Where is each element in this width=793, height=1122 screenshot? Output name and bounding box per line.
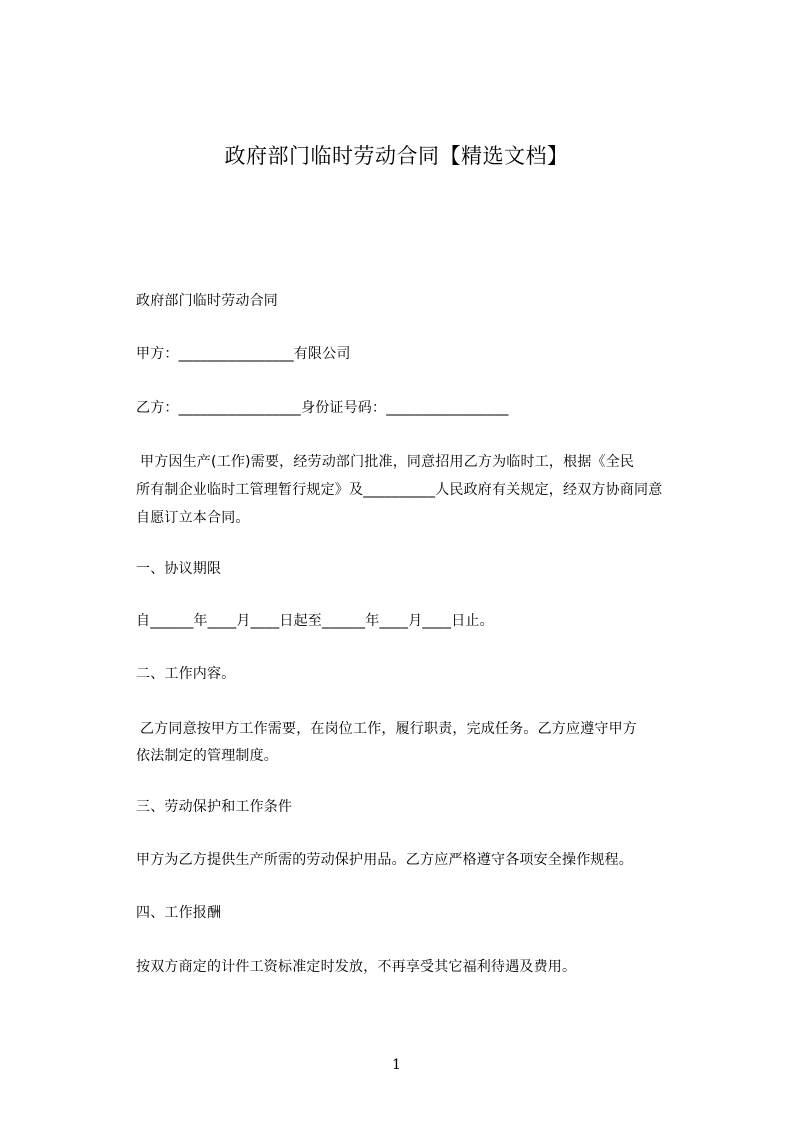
section-2-body-line-2: 依法制定的管理制度。	[136, 748, 278, 764]
section-4-body: 按双方商定的计件工资标准定时发放，不再享受其它福利待遇及费用。	[136, 959, 577, 975]
section-3-body: 甲方为乙方提供生产所需的劳动保护用品。乙方应严格遵守各项安全操作规程。	[136, 852, 633, 868]
section-2-title: 二、工作内容。	[136, 666, 236, 682]
intro-line-1: 甲方因生产(工作)需要，经劳动部门批准，同意招用乙方为临时工，根据《全民	[140, 454, 635, 470]
document-title: 政府部门临时劳动合同【精选文档】	[224, 144, 569, 168]
page-number: 1	[392, 1057, 401, 1073]
contract-heading: 政府部门临时劳动合同	[136, 293, 278, 309]
section-1-body: 自______年____月____日起至______年____月____日止。	[136, 613, 494, 629]
section-4-title: 四、工作报酬	[136, 905, 222, 921]
intro-line-3: 自愿订立本合同。	[136, 510, 250, 526]
party-a-line: 甲方：________________有限公司	[136, 346, 351, 362]
section-1-title: 一、协议期限	[136, 561, 222, 577]
intro-line-2: 所有制企业临时工管理暂行规定》及__________人民政府有关规定，经双方协商同意	[136, 482, 663, 498]
party-b-line: 乙方：_________________身份证号码：_________________	[136, 400, 509, 416]
section-3-title: 三、劳动保护和工作条件	[136, 799, 293, 815]
section-2-body-line-1: 乙方同意按甲方工作需要，在岗位工作，履行职责，完成任务。乙方应遵守甲方	[140, 721, 637, 737]
